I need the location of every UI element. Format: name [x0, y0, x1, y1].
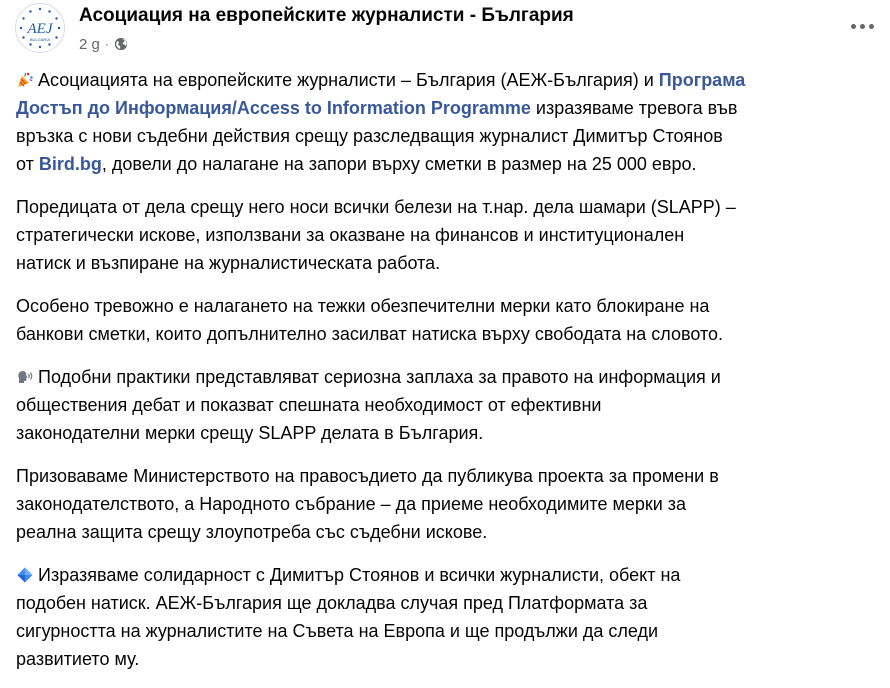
svg-text:AEJ: AEJ [27, 21, 53, 37]
post-body [16, 66, 888, 688]
separator-dot: · [104, 37, 109, 51]
paragraph-4: Подобни практики представляват сериозна заплаха за правото на информация и обществения дебат и показват спешната необходимост от ефективни законодателни мерки срещу SLAPP делата в България. [16, 367, 721, 443]
paragraph-1: Асоциацията на европейските журналисти – България (АЕЖ-България) и Програма Достъп до Информация/Access to Information Programme изразяваме тревога във връзка с нови съдебни действия срещу разследващия журналист Димитър Стоянов от Bird.bg, довели до налагане на запори върху сметки в размер на 25 000 евро. [16, 70, 746, 174]
post-timestamp[interactable]: 2 g [79, 35, 100, 53]
party-popper-icon [16, 71, 34, 89]
page-name-link[interactable]: Асоциация на европейските журналисти - България [79, 5, 574, 26]
more-options-button[interactable] [846, 16, 878, 36]
paragraph-5: Призоваваме Министерството на правосъдието да публикува проекта за промени в законодателството, а Народното събрание – да приеме необходимите мерки за реална защита срещу злоупотреба със съдебни искове. [16, 466, 719, 542]
mention-link-programme-cont[interactable]: Достъп до Информация/Access to Information Programme [16, 98, 531, 118]
post-meta [79, 34, 128, 54]
svg-text:BULGARIA: BULGARIA [29, 37, 51, 42]
post-header [0, 0, 890, 62]
mention-link-programme[interactable]: Програма [658, 70, 746, 90]
more-options-icon [851, 24, 856, 29]
paragraph-3: Особено тревожно е налагането на тежки обезпечителни мерки като блокиране на банкови сметки, които допълнително засилват натиска върху свободата на словото. [16, 296, 724, 344]
paragraph-2: Поредицата от дела срещу него носи всички белези на т.нар. дела шамари (SLAPP) – стратегически искове, използвани за оказване на финансов и институционален натиск и възпиране на журналистическата работа. [16, 197, 736, 273]
speaking-head-icon [16, 368, 34, 386]
aej-logo-icon [16, 4, 64, 52]
avatar[interactable] [15, 3, 65, 53]
globe-icon[interactable] [114, 37, 128, 51]
paragraph-6: Изразяваме солидарност с Димитър Стоянов и всички журналисти, обект на подобен натиск. АЕЖ-България ще докладва случая пред Платформата за сигурността на журналистите на Съвета на Европа и ще продължи да следи развитието му. [16, 565, 681, 669]
blue-diamond-icon [16, 566, 34, 584]
mention-link-bird[interactable]: Bird.bg [38, 154, 102, 174]
